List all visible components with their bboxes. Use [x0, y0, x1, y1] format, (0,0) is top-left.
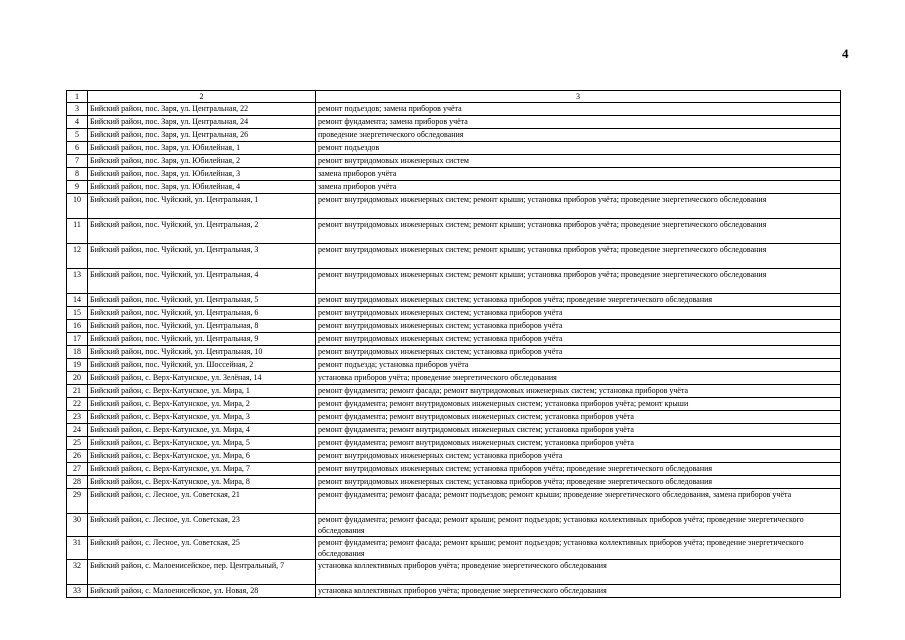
- row-works: ремонт подъездов; замена приборов учёта: [316, 103, 841, 116]
- row-number: 31: [67, 537, 88, 560]
- table-row: [67, 194, 841, 219]
- row-number: 23: [67, 411, 88, 424]
- row-number: 8: [67, 168, 88, 181]
- row-works: замена приборов учёта: [316, 168, 841, 181]
- row-number: 20: [67, 372, 88, 385]
- row-address: Бийский район, с. Верх-Катунское, ул. Мира, 8: [88, 476, 316, 489]
- table-row: [67, 359, 841, 372]
- row-works: установка коллективных приборов учёта; проведение энергетического обследования: [316, 585, 841, 598]
- row-works: ремонт внутридомовых инженерных систем; ремонт крыши; установка приборов учёта; проведение энергетического обследования: [316, 269, 841, 294]
- table-row: [67, 489, 841, 514]
- table-row: [67, 129, 841, 142]
- row-number: 27: [67, 463, 88, 476]
- row-address: Бийский район, пос. Заря, ул. Центральная, 22: [88, 103, 316, 116]
- table-row: [67, 463, 841, 476]
- row-works: ремонт фундамента; ремонт внутридомовых инженерных систем; установка приборов учёта: [316, 411, 841, 424]
- row-works: ремонт внутридомовых инженерных систем; установка приборов учёта; проведение энергетического обследования: [316, 476, 841, 489]
- table-row: [67, 450, 841, 463]
- table-row: [67, 168, 841, 181]
- table-row: [67, 155, 841, 168]
- table-row: [67, 103, 841, 116]
- row-number: 13: [67, 269, 88, 294]
- row-works: ремонт внутридомовых инженерных систем; ремонт крыши; установка приборов учёта; проведение энергетического обследования: [316, 194, 841, 219]
- row-number: 9: [67, 181, 88, 194]
- table-row: [67, 398, 841, 411]
- row-number: 17: [67, 333, 88, 346]
- row-number: 21: [67, 385, 88, 398]
- row-address: Бийский район, пос. Чуйский, ул. Центральная, 3: [88, 244, 316, 269]
- row-address: Бийский район, пос. Чуйский, ул. Центральная, 10: [88, 346, 316, 359]
- row-address: Бийский район, с. Верх-Катунское, ул. Мира, 5: [88, 437, 316, 450]
- row-works: ремонт внутридомовых инженерных систем; установка приборов учёта: [316, 346, 841, 359]
- row-address: Бийский район, с. Верх-Катунское, ул. Мира, 7: [88, 463, 316, 476]
- row-address: Бийский район, с. Лесное, ул. Советская, 23: [88, 514, 316, 537]
- row-address: Бийский район, с. Лесное, ул. Советская, 21: [88, 489, 316, 514]
- row-works: ремонт фундамента; ремонт внутридомовых инженерных систем; установка приборов учёта: [316, 424, 841, 437]
- row-works: ремонт фундамента; ремонт фасада; ремонт внутридомовых инженерных систем; установка приборов учёта: [316, 385, 841, 398]
- row-works: установка коллективных приборов учёта; проведение энергетического обследования: [316, 560, 841, 585]
- table-row: [67, 437, 841, 450]
- row-address: Бийский район, пос. Чуйский, ул. Центральная, 4: [88, 269, 316, 294]
- row-works: ремонт фундамента; ремонт фасада; ремонт крыши; ремонт подъездов; установка коллективных приборов учёта; проведение энергетического обследования: [316, 514, 841, 537]
- row-number: 12: [67, 244, 88, 269]
- row-number: 16: [67, 320, 88, 333]
- row-number: 11: [67, 219, 88, 244]
- table-row: [67, 385, 841, 398]
- table-row: [67, 269, 841, 294]
- row-address: Бийский район, пос. Чуйский, ул. Центральная, 6: [88, 307, 316, 320]
- table-row: [67, 537, 841, 560]
- row-works: ремонт фундамента; ремонт внутридомовых инженерных систем; установка приборов учёта: [316, 437, 841, 450]
- row-number: 30: [67, 514, 88, 537]
- table-row: [67, 585, 841, 598]
- row-works: ремонт внутридомовых инженерных систем; установка приборов учёта; проведение энергетического обследования: [316, 463, 841, 476]
- works-table: [66, 90, 841, 598]
- table-row: [67, 244, 841, 269]
- row-address: Бийский район, с. Верх-Катунское, ул. Мира, 2: [88, 398, 316, 411]
- row-works: ремонт подъезда; установка приборов учёта: [316, 359, 841, 372]
- row-number: 24: [67, 424, 88, 437]
- table-row: [67, 142, 841, 155]
- row-number: 28: [67, 476, 88, 489]
- row-number: 22: [67, 398, 88, 411]
- row-address: Бийский район, с. Верх-Катунское, ул. Мира, 4: [88, 424, 316, 437]
- row-address: Бийский район, с. Лесное, ул. Советская, 25: [88, 537, 316, 560]
- row-number: 32: [67, 560, 88, 585]
- table-row: [67, 181, 841, 194]
- row-number: 6: [67, 142, 88, 155]
- table-row: [67, 372, 841, 385]
- row-number: 7: [67, 155, 88, 168]
- row-address: Бийский район, пос. Заря, ул. Юбилейная, 4: [88, 181, 316, 194]
- column-number-1: 1: [67, 91, 88, 103]
- table-row: [67, 424, 841, 437]
- page-number: 4: [842, 46, 849, 61]
- row-works: установка приборов учёта; проведение энергетического обследования: [316, 372, 841, 385]
- row-address: Бийский район, пос. Заря, ул. Юбилейная, 1: [88, 142, 316, 155]
- row-works: ремонт фундамента; замена приборов учёта: [316, 116, 841, 129]
- table-row: [67, 560, 841, 585]
- row-address: Бийский район, пос. Заря, ул. Центральная, 26: [88, 129, 316, 142]
- table-row: [67, 411, 841, 424]
- row-works: ремонт фундамента; ремонт внутридомовых инженерных систем; установка приборов учёта; ремонт крыши: [316, 398, 841, 411]
- table-row: [67, 294, 841, 307]
- row-number: 4: [67, 116, 88, 129]
- table-row: [67, 320, 841, 333]
- row-works: ремонт внутридомовых инженерных систем; установка приборов учёта: [316, 307, 841, 320]
- row-address: Бийский район, с. Малоенисейское, пер. Центральный, 7: [88, 560, 316, 585]
- row-works: проведение энергетического обследования: [316, 129, 841, 142]
- row-number: 26: [67, 450, 88, 463]
- row-works: ремонт внутридомовых инженерных систем; установка приборов учёта: [316, 320, 841, 333]
- column-number-2: 2: [88, 91, 316, 103]
- row-number: 25: [67, 437, 88, 450]
- row-address: Бийский район, пос. Заря, ул. Юбилейная, 3: [88, 168, 316, 181]
- row-number: 15: [67, 307, 88, 320]
- row-works: ремонт внутридомовых инженерных систем: [316, 155, 841, 168]
- row-address: Бийский район, пос. Чуйский, ул. Центральная, 5: [88, 294, 316, 307]
- row-address: Бийский район, с. Верх-Катунское, ул. Зелёная, 14: [88, 372, 316, 385]
- row-works: замена приборов учёта: [316, 181, 841, 194]
- row-address: Бийский район, с. Малоенисейское, ул. Новая, 28: [88, 585, 316, 598]
- row-number: 5: [67, 129, 88, 142]
- row-works: ремонт фундамента; ремонт фасада; ремонт подъездов; ремонт крыши; проведение энергетического обследования, замена приборов учёта: [316, 489, 841, 514]
- row-number: 3: [67, 103, 88, 116]
- row-address: Бийский район, с. Верх-Катунское, ул. Мира, 6: [88, 450, 316, 463]
- table-row: [67, 116, 841, 129]
- row-works: ремонт внутридомовых инженерных систем; ремонт крыши; установка приборов учёта; проведение энергетического обследования: [316, 219, 841, 244]
- row-address: Бийский район, пос. Чуйский, ул. Центральная, 1: [88, 194, 316, 219]
- table-row: [67, 307, 841, 320]
- column-number-row: [67, 91, 841, 103]
- row-works: ремонт фундамента; ремонт фасада; ремонт крыши; ремонт подъездов; установка коллективных приборов учёта; проведение энергетического обследования: [316, 537, 841, 560]
- row-number: 33: [67, 585, 88, 598]
- row-number: 10: [67, 194, 88, 219]
- row-address: Бийский район, пос. Чуйский, ул. Шоссейная, 2: [88, 359, 316, 372]
- row-number: 18: [67, 346, 88, 359]
- table-row: [67, 219, 841, 244]
- row-works: ремонт внутридомовых инженерных систем; ремонт крыши; установка приборов учёта; проведение энергетического обследования: [316, 244, 841, 269]
- row-address: Бийский район, пос. Чуйский, ул. Центральная, 2: [88, 219, 316, 244]
- table-row: [67, 333, 841, 346]
- row-address: Бийский район, с. Верх-Катунское, ул. Мира, 3: [88, 411, 316, 424]
- row-works: ремонт внутридомовых инженерных систем; установка приборов учёта: [316, 333, 841, 346]
- row-address: Бийский район, с. Верх-Катунское, ул. Мира, 1: [88, 385, 316, 398]
- row-works: ремонт внутридомовых инженерных систем; установка приборов учёта: [316, 450, 841, 463]
- table-row: [67, 346, 841, 359]
- row-address: Бийский район, пос. Чуйский, ул. Центральная, 9: [88, 333, 316, 346]
- table-row: [67, 476, 841, 489]
- row-works: ремонт внутридомовых инженерных систем; установка приборов учёта; проведение энергетического обследования: [316, 294, 841, 307]
- row-address: Бийский район, пос. Чуйский, ул. Центральная, 8: [88, 320, 316, 333]
- row-address: Бийский район, пос. Заря, ул. Юбилейная, 2: [88, 155, 316, 168]
- row-number: 19: [67, 359, 88, 372]
- table-row: [67, 514, 841, 537]
- row-number: 29: [67, 489, 88, 514]
- row-works: ремонт подъездов: [316, 142, 841, 155]
- column-number-3: 3: [316, 91, 841, 103]
- row-number: 14: [67, 294, 88, 307]
- row-address: Бийский район, пос. Заря, ул. Центральная, 24: [88, 116, 316, 129]
